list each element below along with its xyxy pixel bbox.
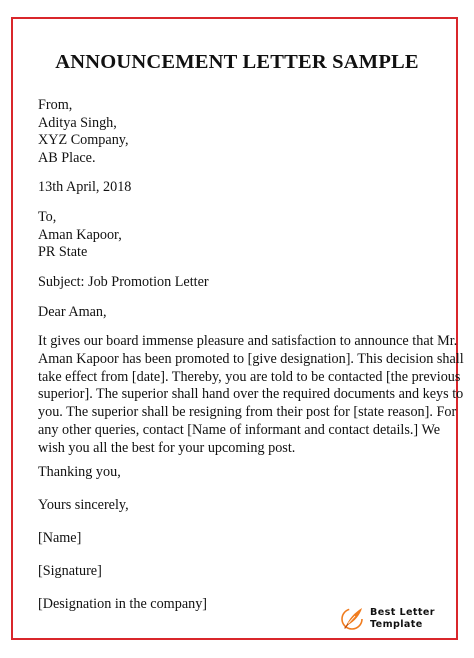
quill-pen-icon [340, 604, 366, 632]
to-label: To, [38, 209, 57, 225]
sender-name: Aditya Singh, [38, 115, 117, 131]
salutation: Dear Aman, [38, 304, 107, 320]
body-line: any other queries, contact [Name of informant and contact details.] We [38, 421, 440, 438]
designation-placeholder: [Designation in the company] [38, 596, 208, 612]
signature-placeholder: [Signature] [38, 563, 102, 579]
body-line: you. The superior shall be resigning from their post for [state reason]. For [38, 404, 457, 421]
sender-place: AB Place. [38, 150, 96, 166]
recipient-place: PR State [38, 244, 88, 260]
thanks-line: Thanking you, [38, 464, 121, 480]
sign-off: Yours sincerely, [38, 497, 129, 513]
logo-line-1: Best Letter [370, 607, 435, 618]
logo-line-2: Template [370, 619, 423, 630]
sender-company: XYZ Company, [38, 132, 129, 148]
body-line: Aman Kapoor has been promoted to [give designation]. This decision shall [38, 350, 464, 367]
recipient-name: Aman Kapoor, [38, 227, 122, 243]
body-line: take effect from [date]. Thereby, you are told to be contacted [the previous [38, 368, 461, 385]
letter-date: 13th April, 2018 [38, 179, 132, 195]
body-line: wish you all the best for your upcoming post. [38, 439, 296, 456]
body-paragraph [38, 333, 464, 458]
body-line: superior]. The superior shall hand over the required documents and keys to [38, 386, 464, 403]
subject-line: Subject: Job Promotion Letter [38, 274, 209, 290]
from-label: From, [38, 97, 73, 113]
letter-title: ANNOUNCEMENT LETTER SAMPLE [55, 51, 419, 73]
body-line: It gives our board immense pleasure and satisfaction to announce that Mr. [38, 333, 458, 349]
brand-logo [340, 604, 440, 632]
name-placeholder: [Name] [38, 530, 82, 546]
